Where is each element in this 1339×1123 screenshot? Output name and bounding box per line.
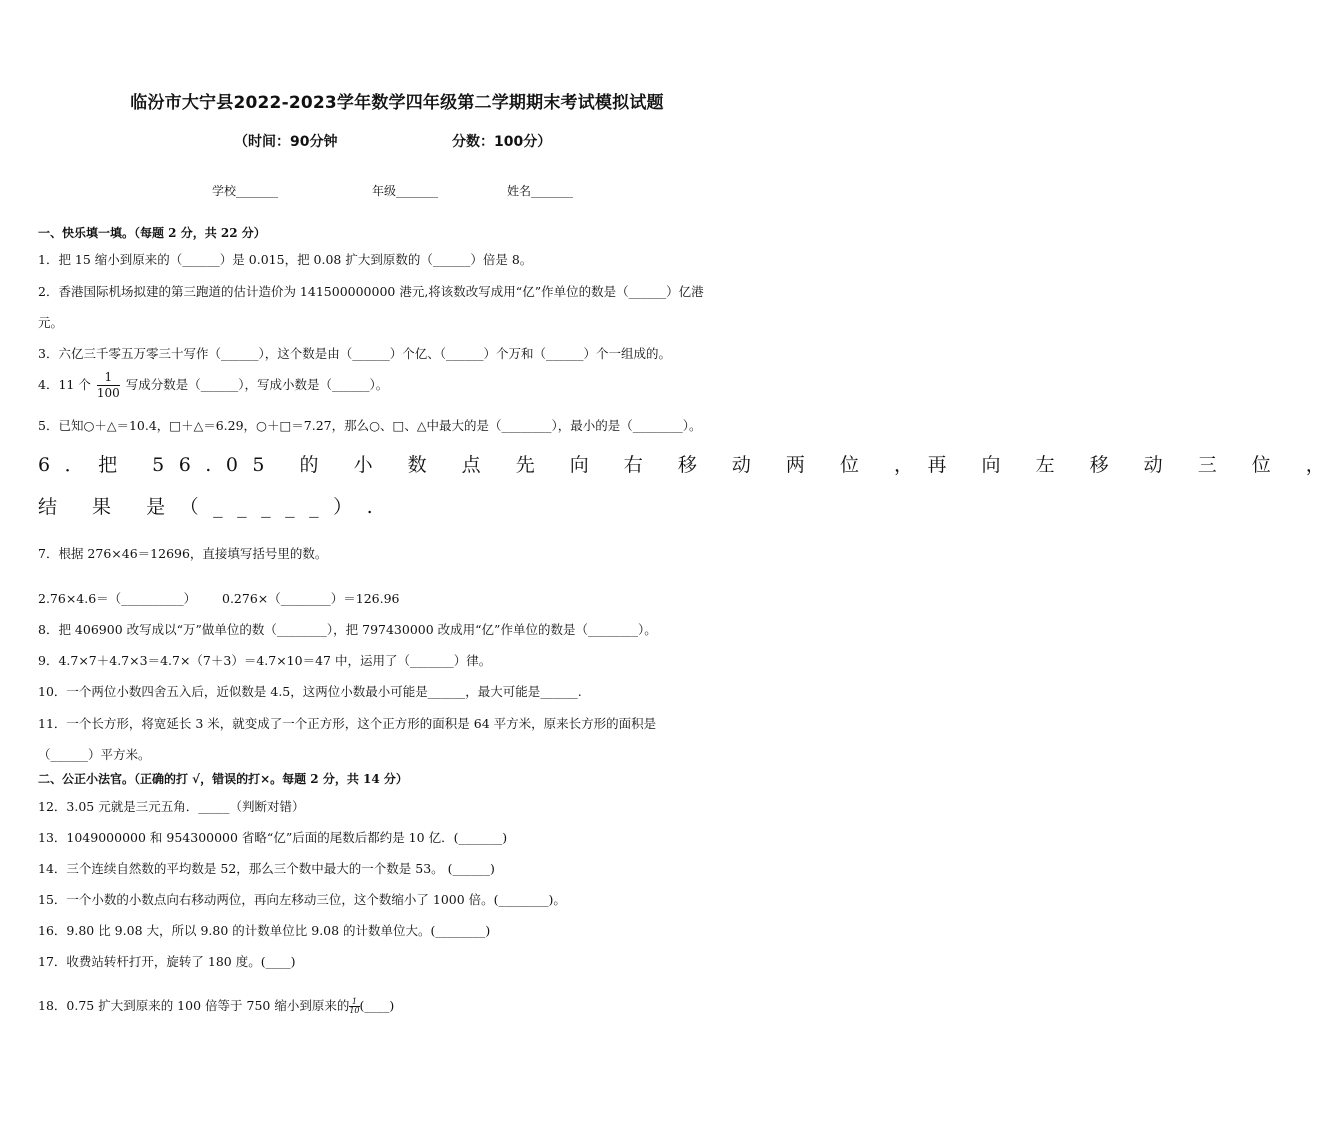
question-4-prefix: 4．11 个: [38, 377, 91, 392]
question-17: 17．收费站转杆打开，旋转了 180 度。(____): [38, 954, 296, 969]
question-13: 13．1049000000 和 954300000 省略“亿”后面的尾数后都约是 10 亿．(_______): [38, 830, 508, 845]
question-2-line-1: 2．香港国际机场拟建的第三跑道的估计造价为 141500000000 港元,将该数改写成用“亿”作单位的数是（______）亿港: [38, 284, 704, 299]
question-16: 16．9.80 比 9.08 大，所以 9.80 的计数单位比 9.08 的计数单位大。(________): [38, 923, 491, 938]
question-7-part-a: 2.76×4.6＝（__________）: [38, 591, 197, 606]
question-4-suffix: 写成分数是（______），写成小数是（______）。: [125, 377, 389, 392]
exam-score: 分数：100分）: [452, 134, 552, 150]
name-field: 姓名_______: [507, 184, 574, 198]
question-18: [38, 996, 394, 1015]
fraction-denominator: 100: [96, 386, 120, 400]
grade-field: 年级_______: [372, 184, 439, 198]
page-title: 临汾市大宁县2022-2023学年数学四年级第二学期期末考试模拟试题: [130, 93, 664, 113]
question-2-line-2: 元。: [38, 315, 64, 330]
question-6-line-2: 结 果 是（_____）.: [38, 496, 388, 518]
school-field: 学校_______: [212, 184, 279, 198]
question-15: 15．一个小数的小数点向右移动两位，再向左移动三位，这个数缩小了 1000 倍。(________)。: [38, 892, 566, 907]
fraction-denominator: 10: [349, 1006, 360, 1015]
question-12: 12．3.05 元就是三元五角．_____（判断对错）: [38, 799, 305, 814]
question-6-line-1: 6．把 56.05 的 小 数 点 先 向 右 移 动 两 位 ，再 向 左 移 动 三 位 ，: [38, 454, 1339, 476]
question-9: 9．4.7×7＋4.7×3＝4.7×（7＋3）＝4.7×10＝47 中，运用了（_______）律。: [38, 653, 492, 668]
exam-time: （时间：90分钟: [234, 134, 338, 150]
question-1: 1．把 15 缩小到原来的（______）是 0.015，把 0.08 扩大到原数的（______）倍是 8。: [38, 252, 533, 267]
question-11-line-2: （______）平方米。: [38, 747, 151, 762]
fraction-numerator: 1: [97, 370, 120, 386]
question-4: [38, 370, 388, 401]
question-5: 5．已知○＋△＝10.4，□＋△＝6.29，○＋□＝7.27，那么○、□、△中最大的是（________），最小的是（________）。: [38, 418, 702, 433]
question-7-part-b: 0.276×（________）＝126.96: [222, 591, 400, 606]
question-8: 8．把 406900 改写成以“万”做单位的数（________），把 797430000 改成用“亿”作单位的数是（________）。: [38, 622, 657, 637]
question-3: 3．六亿三千零五万零三十写作（______），这个数是由（______）个亿、（______）个万和（______）个一组成的。: [38, 346, 671, 361]
question-11-line-1: 11．一个长方形，将宽延长 3 米，就变成了一个正方形，这个正方形的面积是 64 平方米，原来长方形的面积是: [38, 716, 657, 731]
fraction-1-100: [97, 370, 120, 401]
fraction-1-10: [349, 998, 359, 1015]
question-10: 10．一个两位小数四舍五入后，近似数是 4.5，这两位小数最小可能是______，最大可能是______.: [38, 684, 582, 699]
question-14: 14．三个连续自然数的平均数是 52，那么三个数中最大的一个数是 53。 (______): [38, 861, 495, 876]
fraction-numerator: 1: [349, 998, 359, 1007]
question-7: 7．根据 276×46＝12696，直接填写括号里的数。: [38, 546, 328, 561]
section-heading-1: 一、快乐填一填。（每题 2 分，共 22 分）: [38, 226, 266, 240]
section-heading-2: 二、公正小法官。（正确的打 √，错误的打×。每题 2 分，共 14 分）: [38, 772, 408, 786]
question-18-suffix: (____): [359, 998, 395, 1013]
question-18-prefix: 18．0.75 扩大到原来的 100 倍等于 750 缩小到原来的: [38, 998, 350, 1013]
